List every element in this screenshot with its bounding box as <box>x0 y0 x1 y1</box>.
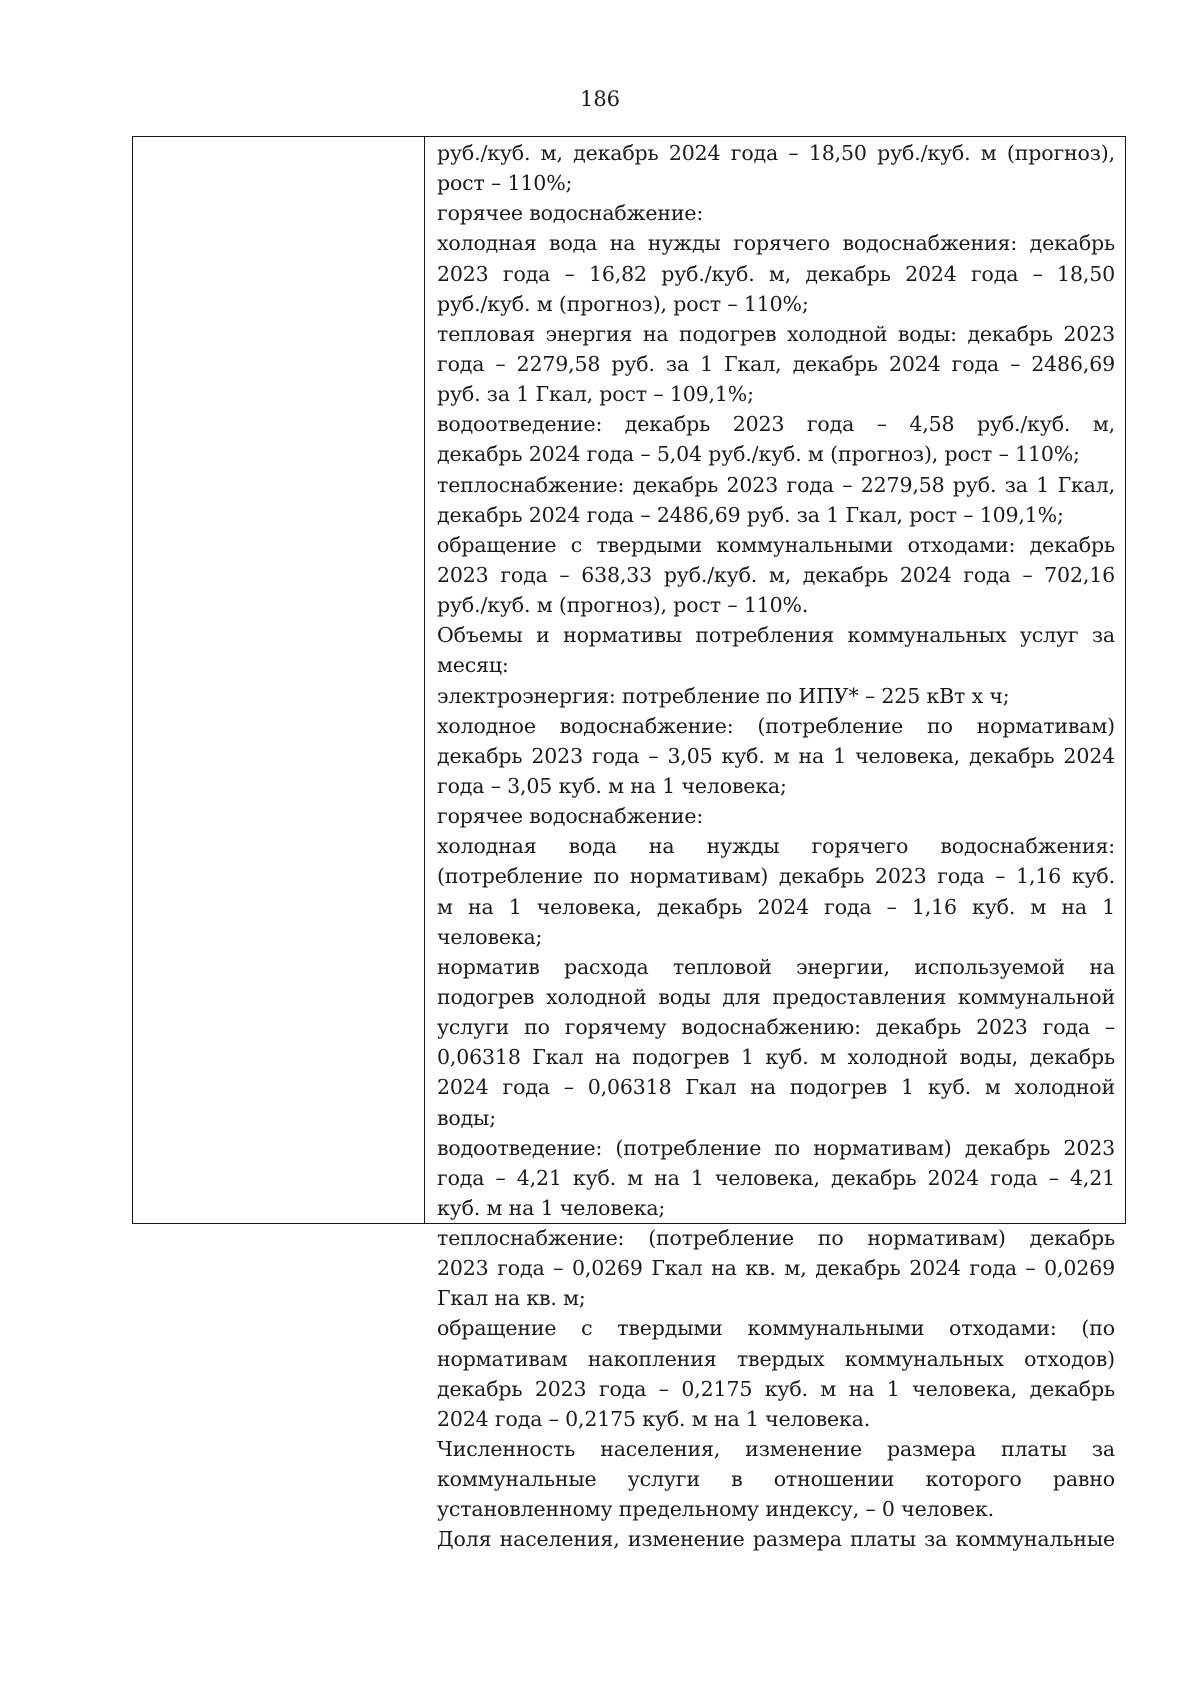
text-line: тепловая энергия на подогрев холодной воды: декабрь 2023 <box>437 321 1115 346</box>
text-line: Объемы и нормативы потребления коммунальных услуг за <box>437 623 1115 648</box>
document-table <box>132 136 1126 1552</box>
text-line: куб. м на 1 человека; <box>437 1195 666 1220</box>
text-line: м на 1 человека, декабрь 2024 года – 1,16 куб. м на 1 <box>437 894 1115 919</box>
table-right-cell <box>425 137 1125 1552</box>
text-line: руб./куб. м, декабрь 2024 года – 18,50 руб./куб. м (прогноз), <box>437 141 1115 165</box>
text-line: Численность населения, изменение размера платы за <box>437 1437 1115 1462</box>
text-line: 2024 года – 0,06318 Гкал на подогрев 1 куб. м холодной <box>437 1075 1115 1100</box>
text-line: декабрь 2024 года – 5,04 руб./куб. м (прогноз), рост – 110%; <box>437 442 1080 467</box>
text-line: водоотведение: (потребление по нормативам) декабрь 2023 <box>437 1135 1115 1160</box>
page-number: 186 <box>579 87 621 111</box>
text-line: обращение с твердыми коммунальными отходами: декабрь <box>437 532 1115 557</box>
text-line: горячее водоснабжение: <box>437 804 704 829</box>
text-line: горячее водоснабжение: <box>437 201 704 226</box>
text-line: Доля населения, изменение размера платы за коммунальные <box>437 1527 1115 1552</box>
text-line: теплоснабжение: декабрь 2023 года – 2279,58 руб. за 1 Гкал, <box>437 472 1115 497</box>
text-line: года – 4,21 куб. м на 1 человека, декабрь 2024 года – 4,21 <box>437 1165 1115 1190</box>
text-line: норматив расхода тепловой энергии, используемой на <box>437 954 1115 979</box>
text-line: обращение с твердыми коммунальными отходами: (по <box>437 1316 1115 1341</box>
text-line: нормативам накопления твердых коммунальных отходов) <box>437 1346 1115 1371</box>
text-line: 2023 года – 638,33 руб./куб. м, декабрь 2024 года – 702,16 <box>437 562 1115 587</box>
text-line: года – 2279,58 руб. за 1 Гкал, декабрь 2024 года – 2486,69 <box>437 351 1115 376</box>
text-line: (потребление по нормативам) декабрь 2023 года – 1,16 куб. <box>437 864 1115 889</box>
text-line: Гкал на кв. м; <box>437 1286 586 1311</box>
text-line: холодная вода на нужды горячего водоснабжения: <box>437 834 1115 859</box>
text-line: месяц: <box>437 653 509 678</box>
text-line: 0,06318 Гкал на подогрев 1 куб. м холодной воды, декабрь <box>437 1045 1115 1070</box>
text-line: человека; <box>437 924 543 949</box>
text-line: руб. за 1 Гкал, рост – 109,1%; <box>437 382 754 407</box>
text-line: воды; <box>437 1105 496 1130</box>
text-line: услуги по горячему водоснабжению: декабрь 2023 года – <box>437 1015 1115 1040</box>
text-line: коммунальные услуги в отношении которого равно <box>437 1467 1115 1492</box>
text-line: декабрь 2023 года – 0,2175 куб. м на 1 человека, декабрь <box>437 1376 1115 1401</box>
text-line: рост – 110%; <box>437 171 573 196</box>
text-line: 2023 года – 16,82 руб./куб. м, декабрь 2024 года – 18,50 <box>437 261 1115 286</box>
text-line: руб./куб. м (прогноз), рост – 110%; <box>437 291 809 316</box>
text-line: декабрь 2024 года – 2486,69 руб. за 1 Гкал, рост – 109,1%; <box>437 502 1064 527</box>
text-line: руб./куб. м (прогноз), рост – 110%. <box>437 593 809 618</box>
text-line: установленному предельному индексу, – 0 человек. <box>437 1497 995 1522</box>
text-line: 2024 года – 0,2175 куб. м на 1 человека. <box>437 1406 871 1431</box>
text-line: теплоснабжение: (потребление по нормативам) декабрь <box>437 1226 1115 1251</box>
text-line: холодная вода на нужды горячего водоснабжения: декабрь <box>437 231 1115 256</box>
text-line: 2023 года – 0,0269 Гкал на кв. м, декабрь 2024 года – 0,0269 <box>437 1256 1115 1281</box>
text-line: водоотведение: декабрь 2023 года – 4,58 руб./куб. м, <box>437 412 1115 437</box>
table-left-cell <box>133 137 425 1223</box>
text-line: холодное водоснабжение: (потребление по нормативам) <box>437 713 1115 738</box>
text-line: подогрев холодной воды для предоставления коммунальной <box>437 984 1115 1009</box>
text-line: декабрь 2023 года – 3,05 куб. м на 1 человека, декабрь 2024 <box>437 743 1115 768</box>
text-line: электроэнергия: потребление по ИПУ* – 225 кВт х ч; <box>437 683 1010 708</box>
text-line: года – 3,05 куб. м на 1 человека; <box>437 773 787 798</box>
